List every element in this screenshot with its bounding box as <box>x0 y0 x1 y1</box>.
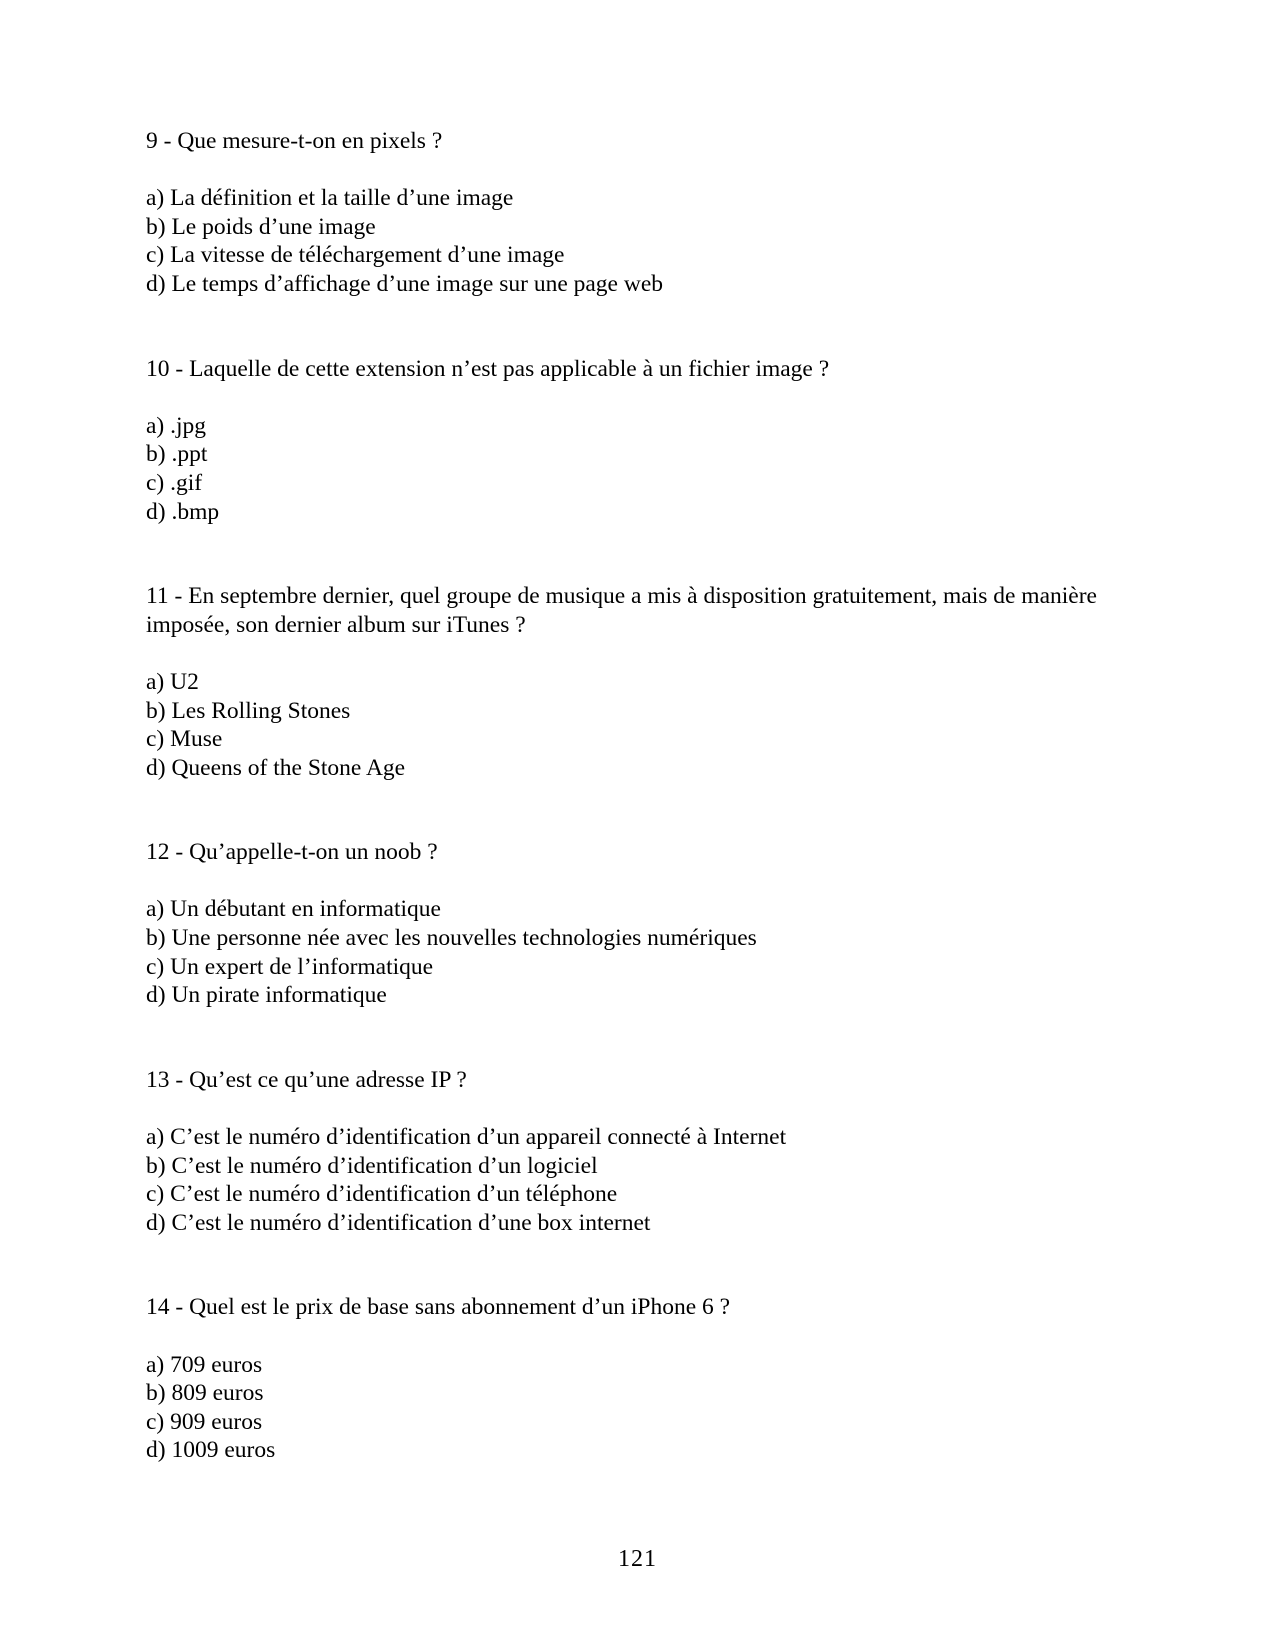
question-14 <box>146 1293 1106 1465</box>
option-list <box>146 412 1106 526</box>
option-a: a) 709 euros <box>146 1351 263 1378</box>
question-10 <box>146 355 1106 527</box>
question-13 <box>146 1066 1106 1238</box>
option-d: d) Un pirate informatique <box>146 982 387 1009</box>
option-b: b) Une personne née avec les nouvelles technologies numériques <box>146 925 757 952</box>
option-b: b) .ppt <box>146 441 208 468</box>
question-list <box>146 127 1106 1521</box>
option-list <box>146 184 1106 298</box>
option-b: b) 809 euros <box>146 1380 264 1407</box>
question-9 <box>146 127 1106 299</box>
option-b: b) Les Rolling Stones <box>146 697 351 724</box>
option-b: b) Le poids d’une image <box>146 213 376 240</box>
option-a: a) .jpg <box>146 412 207 439</box>
option-c: c) Muse <box>146 726 223 753</box>
option-list <box>146 1351 1106 1465</box>
option-b: b) C’est le numéro d’identification d’un logiciel <box>146 1152 598 1179</box>
question-text: 10 - Laquelle de cette extension n’est pas applicable à un fichier image ? <box>146 355 830 382</box>
option-c: c) La vitesse de téléchargement d’une image <box>146 242 565 269</box>
option-d: d) .bmp <box>146 498 220 525</box>
option-c: c) C’est le numéro d’identification d’un téléphone <box>146 1181 618 1208</box>
option-d: d) C’est le numéro d’identification d’une box internet <box>146 1209 651 1236</box>
question-text: 9 - Que mesure-t-on en pixels ? <box>146 128 443 154</box>
option-list <box>146 895 1106 1009</box>
question-12 <box>146 838 1106 1010</box>
option-a: a) La définition et la taille d’une image <box>146 185 514 212</box>
option-d: d) 1009 euros <box>146 1437 276 1464</box>
question-text: 13 - Qu’est ce qu’une adresse IP ? <box>146 1066 467 1093</box>
option-a: a) U2 <box>146 668 199 695</box>
option-c: c) 909 euros <box>146 1408 263 1435</box>
page-number: 121 <box>618 1546 657 1572</box>
question-11 <box>146 582 1106 782</box>
option-d: d) Queens of the Stone Age <box>146 754 406 781</box>
option-list <box>146 1123 1106 1237</box>
option-list <box>146 668 1106 782</box>
question-text: 12 - Qu’appelle-t-on un noob ? <box>146 839 438 866</box>
question-text: 14 - Quel est le prix de base sans abonnement d’un iPhone 6 ? <box>146 1294 731 1321</box>
question-text: 11 - En septembre dernier, quel groupe de musique a mis à disposition gratuitement, mais de manière imposée, son dernier album sur iTunes ? <box>146 583 1103 638</box>
option-a: a) C’est le numéro d’identification d’un appareil connecté à Internet <box>146 1124 787 1151</box>
option-d: d) Le temps d’affichage d’une image sur une page web <box>146 270 664 297</box>
option-c: c) Un expert de l’informatique <box>146 953 434 980</box>
option-c: c) .gif <box>146 469 203 496</box>
option-a: a) Un débutant en informatique <box>146 896 441 923</box>
